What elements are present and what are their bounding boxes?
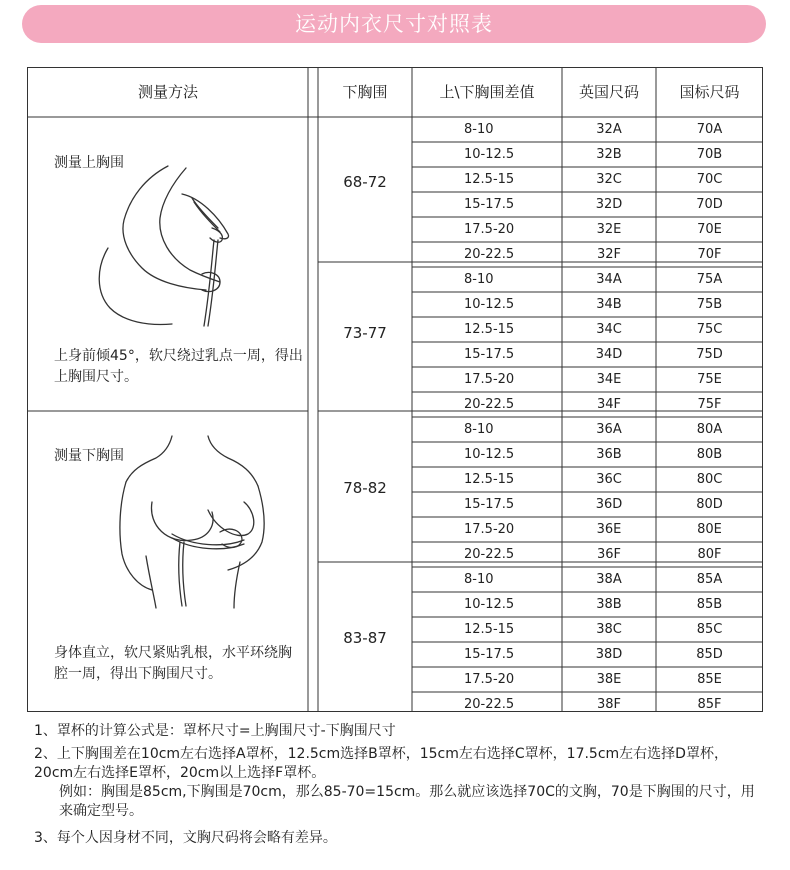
table-row	[412, 617, 763, 642]
intl-size-cell: 85F	[697, 697, 722, 712]
title-banner	[22, 5, 766, 43]
difference-cell: 17.5-20	[464, 372, 515, 387]
intl-size-cell: 85B	[696, 597, 723, 612]
difference-cell: 20-22.5	[464, 247, 515, 262]
difference-cell: 20-22.5	[464, 697, 515, 712]
difference-cell: 10-12.5	[464, 447, 515, 462]
table-row	[412, 392, 763, 417]
difference-cell: 8-10	[464, 572, 494, 587]
intl-size-cell: 75D	[696, 347, 723, 362]
group-under-bust-83-87: 83-87	[343, 629, 387, 647]
uk-size-cell: 38E	[596, 672, 622, 687]
intl-size-cell: 80F	[697, 547, 722, 562]
uk-size-cell: 32F	[596, 247, 622, 262]
table-row	[412, 542, 763, 567]
uk-size-cell: 36C	[596, 472, 622, 487]
method-upper-desc: 上身前倾45°，软尺绕过乳点一周，得出上胸围尺寸。	[54, 348, 303, 385]
difference-cell: 10-12.5	[464, 147, 515, 162]
method-upper-title: 测量上胸围	[54, 155, 124, 171]
table-row	[412, 242, 763, 267]
intl-size-cell: 80C	[696, 472, 723, 487]
intl-size-cell: 85A	[696, 572, 723, 587]
note-3: 3、每个人因身材不同，文胸尺码将会略有差异。	[34, 830, 337, 846]
uk-size-cell: 38A	[596, 572, 622, 587]
table-row	[412, 167, 763, 192]
uk-size-cell: 38F	[596, 697, 622, 712]
difference-cell: 17.5-20	[464, 672, 515, 687]
page-title: 运动内衣尺寸对照表	[295, 12, 493, 36]
difference-cell: 17.5-20	[464, 522, 515, 537]
intl-size-cell: 75A	[696, 272, 723, 287]
intl-size-cell: 70A	[696, 122, 723, 137]
uk-size-cell: 34F	[596, 397, 622, 412]
header-intl-size: 国标尺码	[679, 83, 740, 101]
intl-size-cell: 70B	[696, 147, 723, 162]
uk-size-cell: 32C	[596, 172, 622, 187]
difference-cell: 15-17.5	[464, 347, 515, 362]
difference-cell: 12.5-15	[464, 322, 515, 337]
intl-size-cell: 75E	[697, 372, 722, 387]
uk-size-cell: 36A	[596, 422, 622, 437]
intl-size-cell: 75F	[697, 397, 722, 412]
uk-size-cell: 38D	[595, 647, 623, 662]
method-lower-desc: 身体直立，软尺紧贴乳根，水平环绕胸腔一周，得出下胸围尺寸。	[54, 645, 292, 682]
uk-size-cell: 34D	[595, 347, 623, 362]
table-row	[412, 667, 763, 692]
uk-size-cell: 34C	[596, 322, 622, 337]
header-method: 测量方法	[137, 83, 198, 101]
difference-cell: 12.5-15	[464, 172, 515, 187]
uk-size-cell: 36D	[595, 497, 623, 512]
table-row	[412, 517, 763, 542]
difference-cell: 15-17.5	[464, 197, 515, 212]
uk-size-cell: 32B	[596, 147, 622, 162]
upper-bust-measuring-illustration	[90, 158, 250, 328]
group-under-bust-68-72: 68-72	[343, 173, 387, 191]
table-row	[412, 592, 763, 617]
difference-cell: 15-17.5	[464, 497, 515, 512]
intl-size-cell: 85C	[696, 622, 723, 637]
difference-cell: 20-22.5	[464, 397, 515, 412]
difference-cell: 12.5-15	[464, 472, 515, 487]
table-row	[412, 567, 763, 592]
intl-size-cell: 70F	[697, 247, 722, 262]
difference-cell: 8-10	[464, 422, 494, 437]
uk-size-cell: 38C	[596, 622, 622, 637]
intl-size-cell: 80D	[696, 497, 723, 512]
intl-size-cell: 80E	[697, 522, 722, 537]
intl-size-cell: 70E	[697, 222, 722, 237]
uk-size-cell: 36B	[596, 447, 622, 462]
uk-size-cell: 38B	[596, 597, 622, 612]
intl-size-cell: 75B	[696, 297, 723, 312]
table-row	[412, 642, 763, 667]
difference-cell: 10-12.5	[464, 297, 515, 312]
uk-size-cell: 36F	[596, 547, 622, 562]
difference-cell: 15-17.5	[464, 647, 515, 662]
uk-size-cell: 32A	[596, 122, 622, 137]
table-row	[412, 492, 763, 517]
table-row	[412, 692, 763, 717]
intl-size-cell: 80B	[696, 447, 723, 462]
intl-size-cell: 70C	[696, 172, 723, 187]
table-row	[412, 317, 763, 342]
header-difference: 上\下胸围差值	[439, 83, 535, 101]
group-under-bust-78-82: 78-82	[343, 479, 387, 497]
table-row	[412, 192, 763, 217]
table-row	[412, 417, 763, 442]
difference-cell: 8-10	[464, 122, 494, 137]
table-row	[412, 367, 763, 392]
table-row	[412, 217, 763, 242]
under-bust-measuring-illustration	[112, 430, 282, 610]
table-row	[412, 267, 763, 292]
difference-cell: 20-22.5	[464, 547, 515, 562]
method-lower-title: 测量下胸围	[54, 448, 124, 464]
table-row	[412, 292, 763, 317]
uk-size-cell: 36E	[596, 522, 622, 537]
note-example: 例如：胸围是85cm,下胸围是70cm，那么85-70=15cm。那么就应该选择70C的文胸，70是下胸围的尺寸，用来确定型号。	[59, 784, 755, 819]
uk-size-cell: 32D	[595, 197, 623, 212]
uk-size-cell: 34E	[596, 372, 622, 387]
difference-cell: 8-10	[464, 272, 494, 287]
table-row	[412, 442, 763, 467]
note-2: 2、上下胸围差在10cm左右选择A罩杯，12.5cm选择B罩杯，15cm左右选择C罩杯，17.5cm左右选择D罩杯，20cm左右选择E罩杯，20cm以上选择F罩杯。	[34, 746, 728, 781]
header-uk-size: 英国尺码	[578, 83, 639, 101]
intl-size-cell: 80A	[696, 422, 723, 437]
uk-size-cell: 32E	[596, 222, 622, 237]
intl-size-cell: 70D	[696, 197, 723, 212]
uk-size-cell: 34B	[596, 297, 622, 312]
difference-cell: 17.5-20	[464, 222, 515, 237]
group-under-bust-73-77: 73-77	[343, 324, 387, 342]
intl-size-cell: 85E	[697, 672, 722, 687]
table-row	[412, 142, 763, 167]
note-1: 1、罩杯的计算公式是：罩杯尺寸=上胸围尺寸-下胸围尺寸	[34, 723, 396, 739]
intl-size-cell: 85D	[696, 647, 723, 662]
table-row	[412, 342, 763, 367]
table-row	[412, 467, 763, 492]
table-row	[412, 117, 763, 142]
intl-size-cell: 75C	[696, 322, 723, 337]
header-under-bust: 下胸围	[342, 83, 388, 101]
uk-size-cell: 34A	[596, 272, 622, 287]
notes	[34, 722, 764, 848]
difference-cell: 12.5-15	[464, 622, 515, 637]
difference-cell: 10-12.5	[464, 597, 515, 612]
